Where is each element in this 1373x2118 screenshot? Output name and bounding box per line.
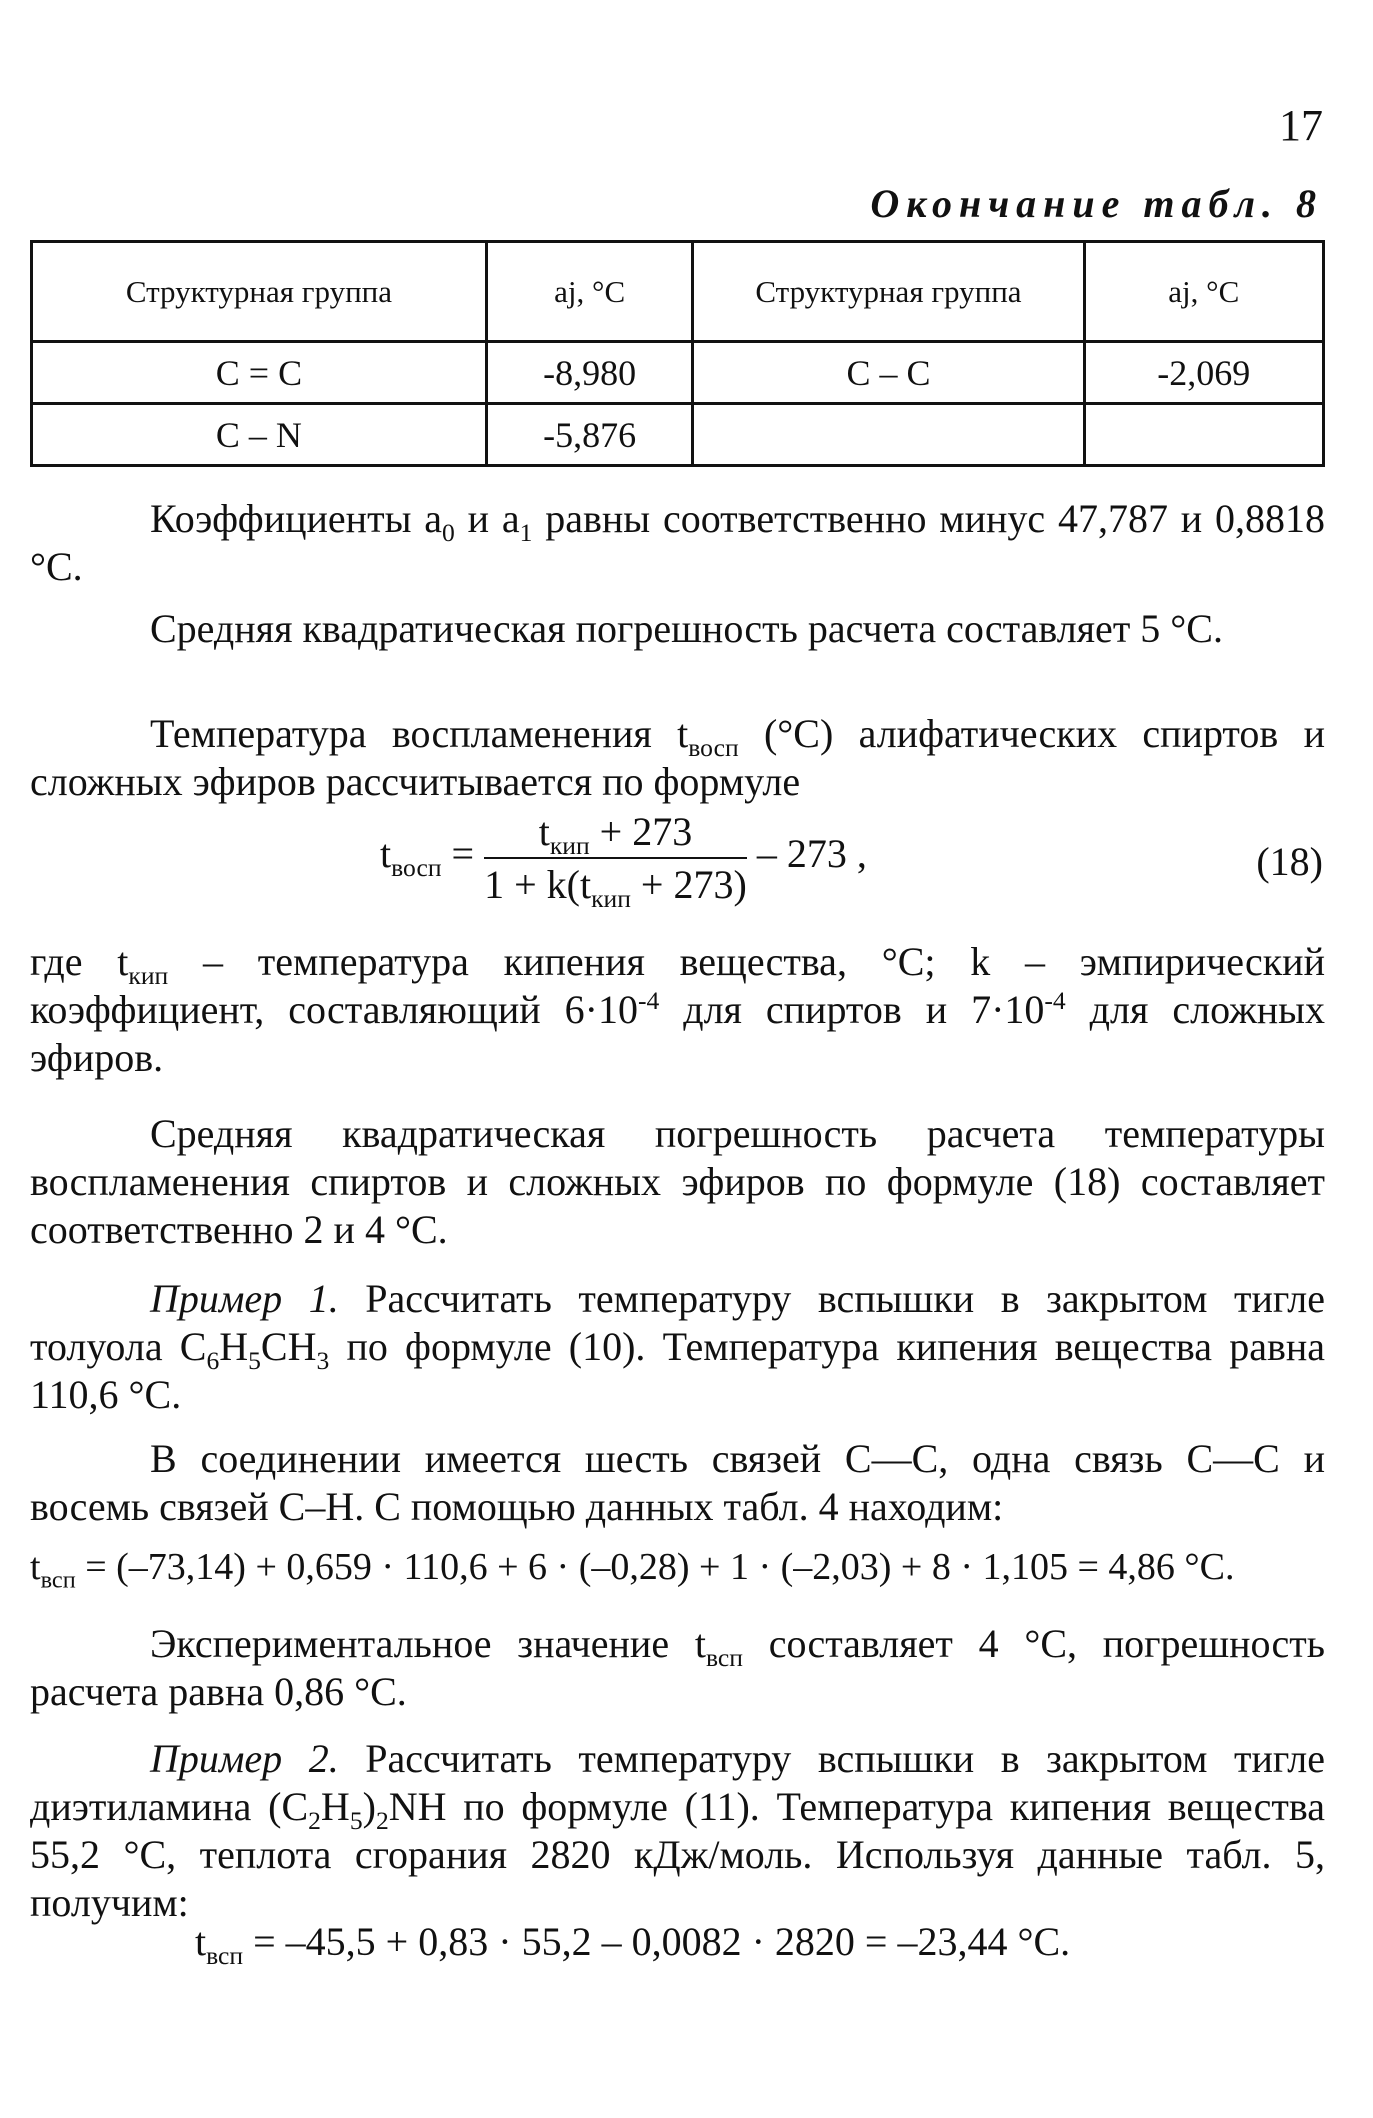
equation-number-18: (18)	[1256, 839, 1323, 884]
header-aj-2: aj, °C	[1084, 242, 1323, 342]
table-caption: Окончание табл. 8	[870, 181, 1323, 226]
table-cell: -5,876	[486, 404, 693, 466]
paragraph-where: где $t_{кип}$ – температура кипения вещества, °С; k – эмпирический коэффициент, составляющий $6\cdot 10^{-4}$ для спиртов и $7\cdot 10^{-4}$ для сложных эфиров.	[30, 939, 1325, 1080]
header-aj-1: aj, °C	[486, 242, 693, 342]
table-cell: C – C	[693, 342, 1084, 404]
formula-calculation-1: $t_{всп} = (-73,14) + 0,659 \cdot 110,6 + 6 \cdot (-0,28) + 1 \cdot (-2,03) + 8 \cdot 1,105 = 4,86$ °С.	[30, 1546, 1235, 1594]
paragraph-ignition-temp: Температура воспламенения $t_{восп}$ (°С) алифатических спиртов и сложных эфиров рассчитывается по формуле	[30, 711, 1325, 804]
formula-18-fraction: $\frac{t_{кип} + 273}{1 + k(t_{кип} + 273)}$	[484, 809, 747, 913]
table-cell	[693, 404, 1084, 466]
table-cell: -2,069	[1084, 342, 1323, 404]
paragraph-example-2: Пример 2. Рассчитать температуру вспышки в закрытом тигле диэтиламина $(C_2H_5)_2NH$ по формуле (11). Температура кипения вещества 55,2 °С, теплота сгорания 2820 кДж/моль. Используя данные табл. 5, получим:	[30, 1736, 1326, 1925]
table-header-row	[32, 242, 1324, 342]
paragraph-error-2: Средняя квадратическая погрешность расчета температуры воспламенения спиртов и сложных эфиров по формуле (18) составляет соответственно 2 и 4 °С.	[30, 1111, 1325, 1252]
paragraph-bonds: В соединении имеется шесть связей С—С, одна связь С—С и восемь связей С–Н. С помощью данных табл. 4 находим:	[30, 1436, 1325, 1529]
paragraph-experimental: Экспериментальное значение $t_{всп}$ составляет 4 °С, погрешность расчета равна 0,86 °С.	[30, 1621, 1325, 1714]
example-1-label: Пример 1.	[150, 1276, 339, 1321]
table-row	[32, 404, 1324, 466]
table-cell: C – N	[32, 404, 487, 466]
paragraph-error-1: Средняя квадратическая погрешность расчета составляет 5 °С.	[150, 606, 1223, 651]
header-structural-group-1: Структурная группа	[32, 242, 487, 342]
table-cell: C = C	[32, 342, 487, 404]
paragraph-example-1: Пример 1. Рассчитать температуру вспышки в закрытом тигле толуола $C_6H_5CH_3$ по формуле (10). Температура кипения вещества равна 110,6 °С.	[30, 1276, 1325, 1417]
page-number: 17	[1279, 101, 1323, 150]
example-2-label: Пример 2.	[150, 1736, 339, 1781]
formula-calculation-2: $t_{всп} = -45,5 + 0,83 \cdot 55,2 - 0,0082 \cdot 2820 = -23,44$ °С.	[195, 1919, 1071, 1970]
paragraph-coefficients: Коэффициенты $a_0$ и $a_1$ равны соответственно минус 47,787 и 0,8818 °С.	[30, 496, 1326, 589]
table-cell	[1084, 404, 1323, 466]
structural-groups-table	[30, 240, 1325, 467]
table-row	[32, 342, 1324, 404]
header-structural-group-2: Структурная группа	[693, 242, 1084, 342]
formula-18: $t_{восп}$ = $\frac{t_{кип} + 273}{1 + k(t_{кип} + 273)}$ – 273 ,	[380, 809, 867, 913]
table-cell: -8,980	[486, 342, 693, 404]
